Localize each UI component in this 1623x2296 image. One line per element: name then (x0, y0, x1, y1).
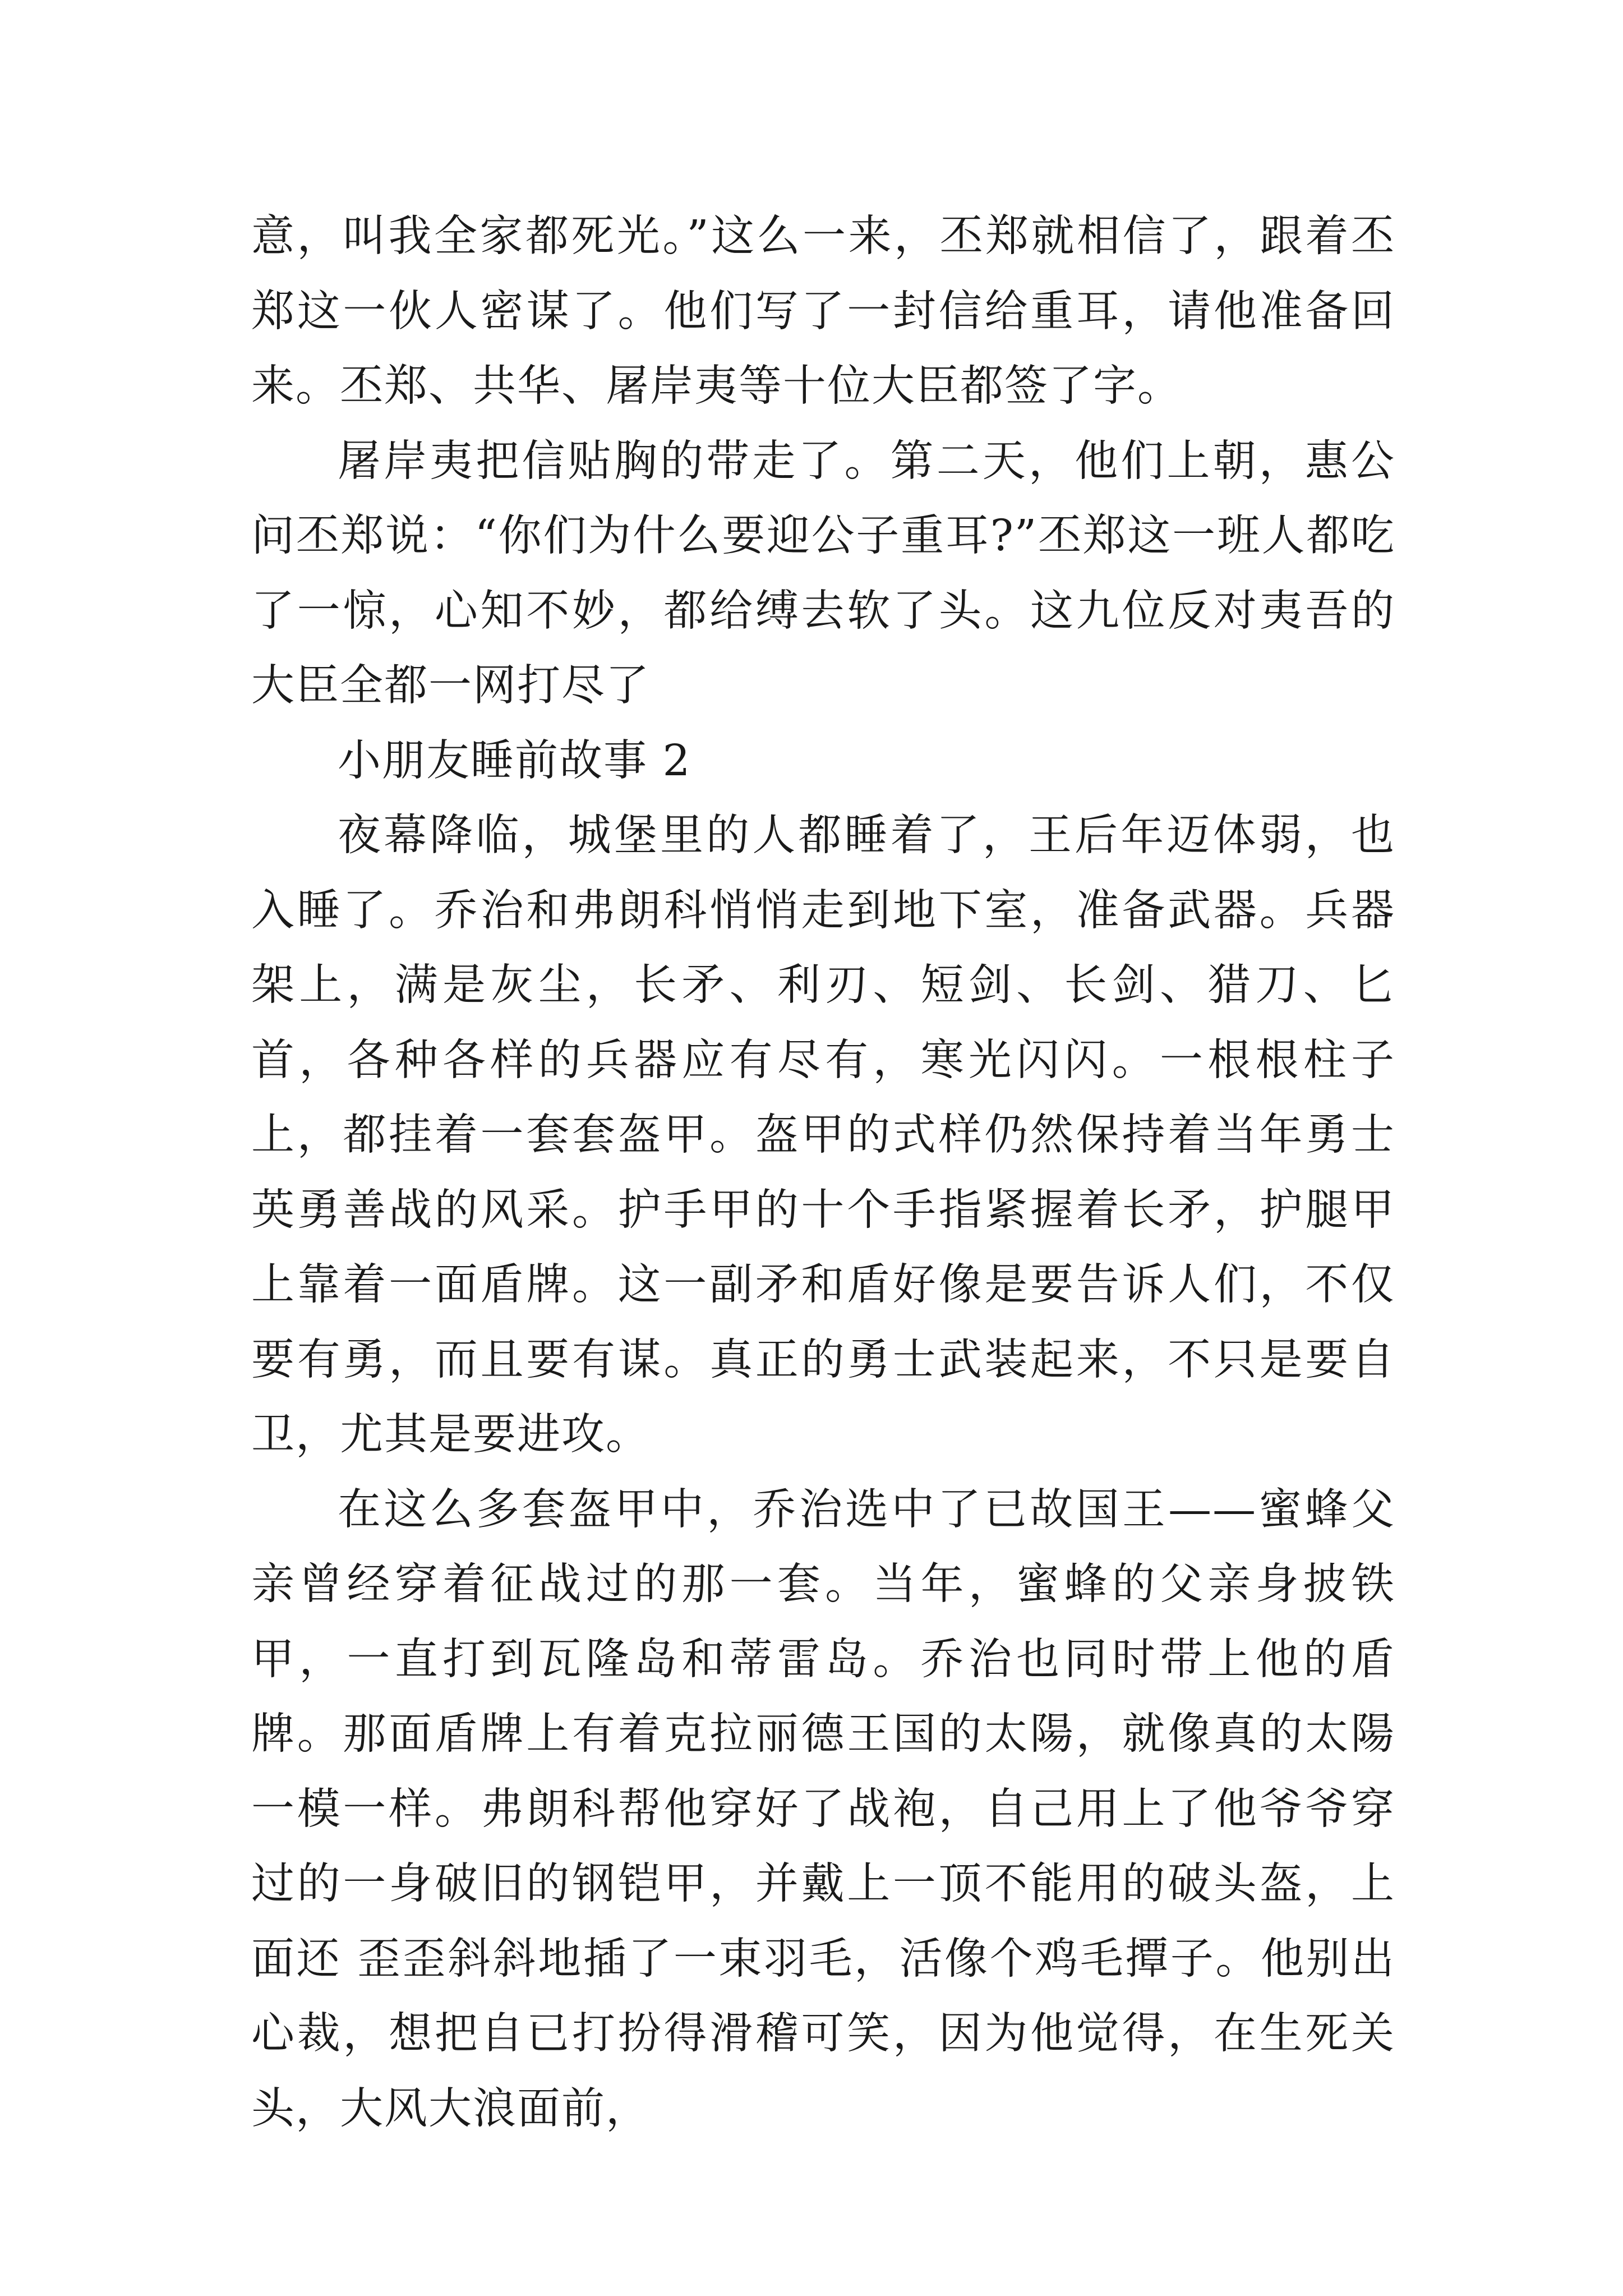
section-title: 小朋友睡前故事 2 (338, 735, 691, 786)
document-body (251, 199, 1395, 2146)
paragraph-2: 屠岸夷把信贴胸的带走了。第二天，他们上朝，惠公问丕郑说：“你们为什么要迎公子重耳?”丕郑这一班人都吃了一惊，心知不妙，都给缚去软了头。这九位反对夷吾的大臣全都一网打尽了 (251, 436, 1395, 711)
paragraph-3: 夜幕降临，城堡里的人都睡着了，王后年迈体弱，也入睡了。乔治和弗朗科悄悄走到地下室，准备武器。兵器架上，满是灰尘，长矛、利刃、短剑、长剑、猎刀、匕首，各种各样的兵器应有尽有，寒光闪闪。一根根柱子上，都挂着一套套盔甲。盔甲的式样仍然保持着当年勇士英勇善战的风采。护手甲的十个手指紧握着长矛，护腿甲上靠着一面盾牌。这一副矛和盾好像是要告诉人们，不仅要有勇，而且要有谋。真正的勇士武装起来，不只是要自卫，尤其是要进攻。 (251, 811, 1395, 1460)
paragraph-4: 在这么多套盔甲中，乔治选中了已故国王——蜜蜂父亲曾经穿着征战过的那一套。当年，蜜蜂的父亲身披铁甲，一直打到瓦隆岛和蒂雷岛。乔治也同时带上他的盾牌。那面盾牌上有着克拉丽德王国的太陽，就像真的太陽一模一样。弗朗科帮他穿好了战袍，自己用上了他爷爷穿过的一身破旧的钢铠甲，并戴上一顶不能用的破头盔，上面还 歪歪斜斜地插了一束羽毛，活像个鸡毛撢子。他别出心裁，想把自已打扮得滑稽可笑，因为他觉得，在生死关头，大风大浪面前， (251, 1484, 1395, 2134)
paragraph-continuation: 意，叫我全家都死光。”这么一来，丕郑就相信了，跟着丕郑这一伙人密谋了。他们写了一封信给重耳，请他准备回来。丕郑、共华、屠岸夷等十位大臣都签了字。 (251, 211, 1395, 411)
